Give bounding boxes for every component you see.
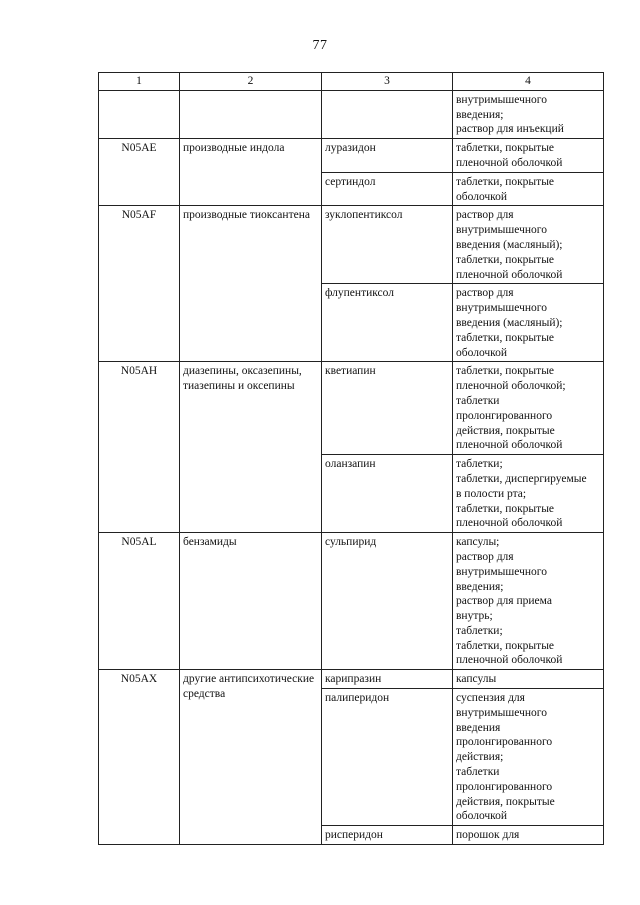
dosage-form-line: действия; <box>456 751 504 764</box>
drug-table <box>98 72 604 845</box>
dosage-forms-cell <box>453 90 604 138</box>
table-row <box>99 139 604 173</box>
dosage-form-line: таблетки, покрытые <box>456 175 555 188</box>
drug-name-cell: флупентиксол <box>322 284 453 362</box>
atc-code-cell: N05AE <box>99 139 180 206</box>
dosage-form-line: таблетки; <box>456 624 503 637</box>
dosage-form-line: таблетки <box>456 766 500 779</box>
drug-name-cell: сульпирид <box>322 533 453 670</box>
drug-name-cell: рисперидон <box>322 826 453 845</box>
table-row <box>99 533 604 670</box>
dosage-form-line: оболочкой <box>456 190 508 203</box>
group-name-cell: производные тиоксантена <box>180 206 322 362</box>
drug-name-cell: палиперидон <box>322 689 453 826</box>
dosage-form-line: внутримышечного <box>456 565 547 578</box>
dosage-form-line: в полости рта; <box>456 487 527 500</box>
header-row <box>99 73 604 91</box>
empty-group-cell <box>180 90 322 138</box>
table-body <box>99 90 604 844</box>
dosage-form-line: таблетки, покрытые <box>456 639 555 652</box>
dosage-form-line: таблетки, покрытые <box>456 331 555 344</box>
dosage-form-line: раствор для приема <box>456 595 552 608</box>
column-header-2: 2 <box>180 73 322 91</box>
dosage-form-line: пленочной оболочкой <box>456 439 563 452</box>
dosage-form-line: таблетки, покрытые <box>456 365 555 378</box>
continuation-row <box>99 90 604 138</box>
dosage-form-line: действия, покрытые <box>456 795 555 808</box>
dosage-form-line: введения (масляный); <box>456 316 563 329</box>
dosage-form-line: таблетки; <box>456 458 503 471</box>
table-row <box>99 206 604 284</box>
dosage-form-line: введения <box>456 721 501 734</box>
dosage-form-line: внутримышечного <box>456 302 547 315</box>
dosage-form-line: капсулы <box>456 673 497 686</box>
drug-name-cell: сертиндол <box>322 172 453 206</box>
column-header-1: 1 <box>99 73 180 91</box>
dosage-form-line: пленочной оболочкой <box>456 517 563 530</box>
group-name-cell: бензамиды <box>180 533 322 670</box>
dosage-form-line: раствор для <box>456 287 514 300</box>
dosage-form-line: таблетки <box>456 394 500 407</box>
dosage-form-line: оболочкой <box>456 810 508 823</box>
dosage-forms-cell <box>453 362 604 455</box>
dosage-form-line: внутримышечного <box>456 93 547 106</box>
column-header-4: 4 <box>453 73 604 91</box>
drug-name-cell: зуклопентиксол <box>322 206 453 284</box>
table-header <box>99 73 604 91</box>
column-header-3: 3 <box>322 73 453 91</box>
drug-name-cell: карипразин <box>322 670 453 689</box>
atc-code-cell: N05AL <box>99 533 180 670</box>
group-name-cell: диазепины, оксазепины, тиазепины и оксепины <box>180 362 322 533</box>
dosage-form-line: пролонгированного <box>456 780 553 793</box>
dosage-form-line: порошок для <box>456 829 520 842</box>
atc-code-cell: N05AX <box>99 670 180 845</box>
dosage-form-line: введения; <box>456 108 504 121</box>
dosage-form-line: пленочной оболочкой <box>456 654 563 667</box>
table-row <box>99 362 604 455</box>
table-row <box>99 670 604 689</box>
dosage-form-line: суспензия для <box>456 692 525 705</box>
dosage-forms-cell <box>453 284 604 362</box>
drug-name-cell: луразидон <box>322 139 453 173</box>
dosage-forms-cell <box>453 455 604 533</box>
dosage-form-line: таблетки, покрытые <box>456 142 555 155</box>
dosage-form-line: раствор для <box>456 209 514 222</box>
dosage-form-line: оболочкой <box>456 346 508 359</box>
page-number: 77 <box>312 38 328 53</box>
dosage-forms-cell <box>453 670 604 689</box>
dosage-form-line: внутримышечного <box>456 224 547 237</box>
dosage-form-line: раствор для инъекций <box>456 123 564 136</box>
empty-drug-cell <box>322 90 453 138</box>
group-name-cell: производные индола <box>180 139 322 206</box>
dosage-form-line: пленочной оболочкой <box>456 156 563 169</box>
drug-name-cell: оланзапин <box>322 455 453 533</box>
dosage-form-line: пролонгированного <box>456 409 553 422</box>
dosage-forms-cell <box>453 689 604 826</box>
atc-code-cell: N05AH <box>99 362 180 533</box>
dosage-forms-cell <box>453 206 604 284</box>
dosage-form-line: таблетки, покрытые <box>456 253 555 266</box>
dosage-form-line: внутримышечного <box>456 706 547 719</box>
dosage-forms-cell <box>453 533 604 670</box>
dosage-form-line: таблетки, диспергируемые <box>456 472 587 485</box>
dosage-forms-cell <box>453 826 604 845</box>
dosage-form-line: капсулы; <box>456 536 500 549</box>
dosage-form-line: пролонгированного <box>456 736 553 749</box>
atc-code-cell: N05AF <box>99 206 180 362</box>
dosage-form-line: действия, покрытые <box>456 424 555 437</box>
empty-code-cell <box>99 90 180 138</box>
dosage-form-line: пленочной оболочкой; <box>456 380 566 393</box>
dosage-forms-cell <box>453 139 604 173</box>
group-name-cell: другие антипсихотические средства <box>180 670 322 845</box>
dosage-form-line: раствор для <box>456 550 514 563</box>
drug-name-cell: кветиапин <box>322 362 453 455</box>
dosage-form-line: внутрь; <box>456 610 493 623</box>
dosage-form-line: таблетки, покрытые <box>456 502 555 515</box>
dosage-form-line: пленочной оболочкой <box>456 268 563 281</box>
dosage-forms-cell <box>453 172 604 206</box>
dosage-form-line: введения; <box>456 580 504 593</box>
dosage-form-line: введения (масляный); <box>456 238 563 251</box>
